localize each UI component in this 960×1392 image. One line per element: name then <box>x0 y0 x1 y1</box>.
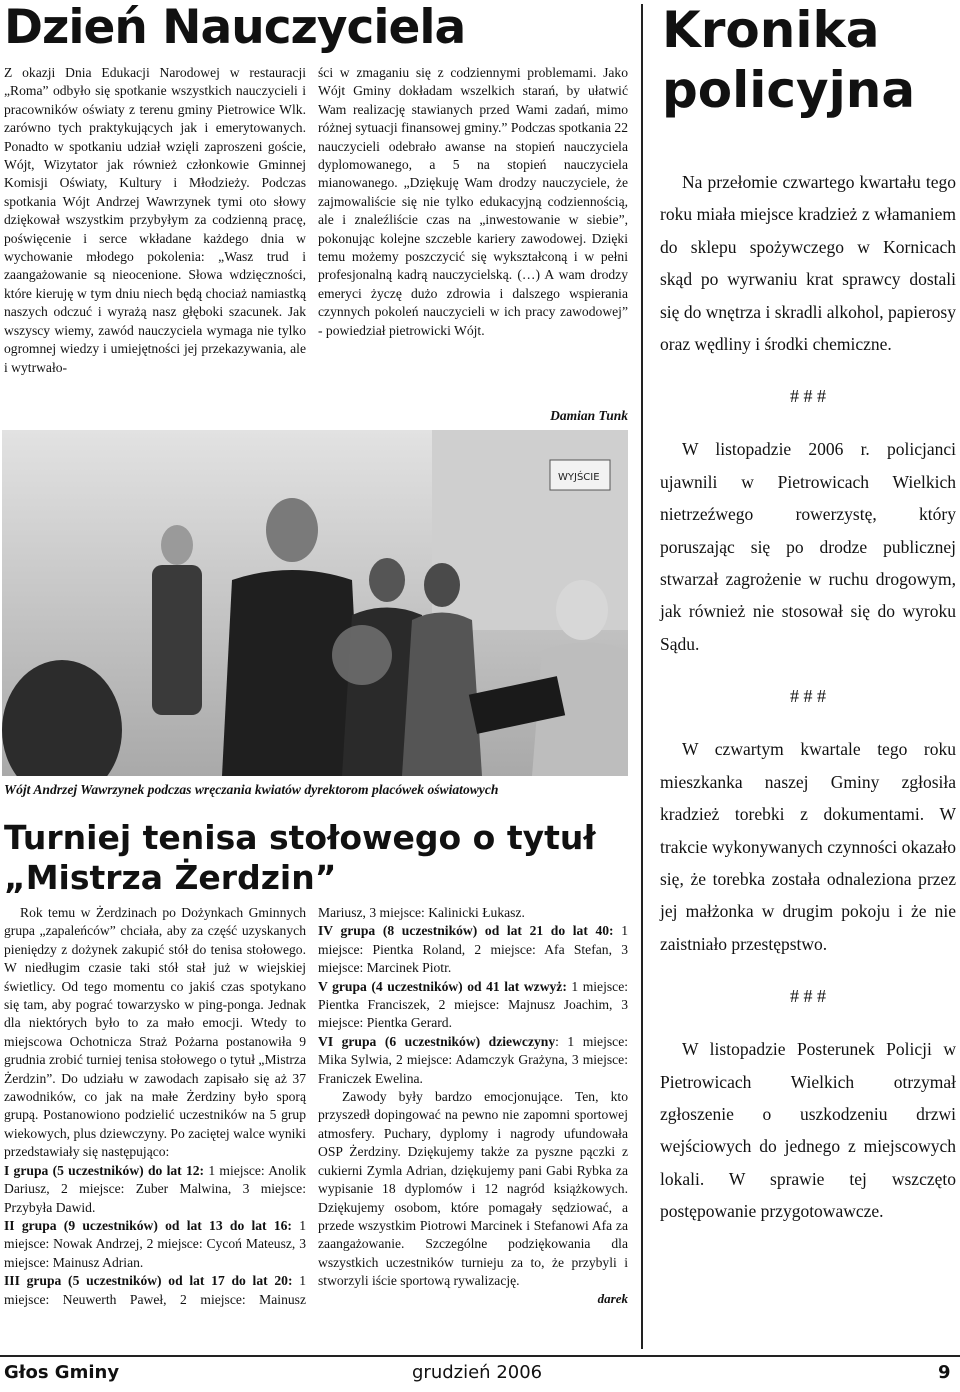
group-1-result <box>4 1162 306 1217</box>
kronika-item-4: W listopadzie Posterunek Policji w Pietrowicach Wielkich otrzymał zgłoszenie o uszkodzeniu drzwi wejściowych do jednego z miejscowych lokali. W sprawie tej wszczęto postępowanie przygotowawcze. <box>660 1039 956 1222</box>
tournament-intro: Rok temu w Żerdzinach po Dożynkach Gminnych grupa „zapaleńców” chciała, aby za część uzyskanych pieniędzy z dożynek zakupić stół do tenisa stołowego. W niedługim czasie taki stół stał już w wiejskiej świetlicy. Od tego momentu co jakiś czas spotykano się tam, aby pograć towarzysko w ping-ponga. Jednak dla niektórych było to za mało emocji. Wtedy to miejscowa Ochotnicza Straż Pożarna postanowiła 9 grudnia zrobić turniej tenisa stołowego o tytuł „Mistrza Żerdzin”. Do udziału w zawodach zapisało się aż 37 zawodników, co jak na małe Żerdziny było sporą grupą. Postanowiono podzielić uczestników na 5 grup wiekowych, plus dziewczyny. Po zaciętej walce wyniki przedstawiały się następująco: <box>4 905 306 1160</box>
group-3-text: 1 miejsce: Neuwerth Paweł, 2 miejsce: Mainusz <box>4 1273 306 1307</box>
ceremony-photo-illustration <box>2 430 628 776</box>
group-4-result <box>318 922 628 977</box>
group-2-result <box>4 1217 306 1272</box>
group-6-result <box>318 1033 628 1088</box>
kronika-column <box>660 166 956 1228</box>
tournament-title-line-1: Turniej tenisa stołowego o tytuł <box>4 818 596 857</box>
tournament-author: darek <box>597 1290 628 1306</box>
exit-sign-text: WYJŚCIE <box>558 472 600 483</box>
group-6-heading: VI grupa (6 uczestników) dziewczyny <box>318 1033 556 1049</box>
kronika-title-line-2: policyjna <box>662 61 916 119</box>
footer-rule <box>0 1355 960 1357</box>
column-separator <box>641 4 643 1349</box>
photo-caption: Wójt Andrzej Wawrzynek podczas wręczania kwiatów dyrektorom placówek oświatowych <box>4 782 499 797</box>
article-column-1: Z okazji Dnia Edukacji Narodowej w restauracji „Roma” odbyło się spotkanie wszystkich nauczycieli i pracowników oświaty z terenu gminy Pietrowice Wlk. zarówno tych praktykujących jak i emerytowanych. Ponadto w spotkaniu udział wzięli zaproszeni goście, Wójt, Wizytator jak również członkowie Gminnej Komisji Oświaty, Kultury i Młodzieży. Podczas spotkania Wójt Andrzej Wawrzynek tymi oto słowy dziękował wszystkim przybyłym za codzienną pracę, poświęcenie i serce wkładane każdego dnia w wychowanie młodego pokolenia: „Wasz trud i zaangażowanie są nieocenione. Słowa wdzięczności, które kieruję w tym dniu niech będą chociaż namiastką naszych odczuć i wyrażą nasz głęboki szacunek. Jak wszyscy wiemy, zawód nauczyciela wymaga nie tylko ogromnej wiedzy i umiejętności jej przekazywania, ale i wytrwało- <box>4 65 306 375</box>
group-1-text: 1 miejsce: Anolik Dariusz, 2 miejsce: Zuber Malwina, 3 miejsce: Przybyła Dawid. <box>4 1162 306 1215</box>
group-4-heading: IV grupa (8 uczestników) od lat 21 do lat 40: <box>318 923 614 939</box>
tournament-column-2 <box>318 904 628 1307</box>
group-3-heading: III grupa (5 uczestników) od lat 17 do lat 20: <box>4 1273 293 1289</box>
kronika-title-line-1: Kronika <box>662 1 880 59</box>
kronika-separator-1: # # # <box>790 386 826 407</box>
group-5-text: 1 miejsce: Pientka Franciszek, 2 miejsce: Majnusz Joachim, 3 miejsce: Pientka Gerard. <box>318 978 629 1031</box>
kronika-item-3: W czwartym kwartale tego roku mieszkanka naszej Gminy zgłosiła kradzież torebki z dokumentami. W trakcie wykonywanych czynności okazało się, że torebka została odnaleziona przez jej małżonka w drugim pokoju i że nie zaistniało przestępstwo. <box>660 739 956 954</box>
article-author: Damian Tunk <box>550 408 628 423</box>
tournament-title-line-2: „Mistrza Żerdzin” <box>4 858 337 897</box>
ceremony-photo <box>2 430 628 776</box>
kronika-separator-2: # # # <box>790 686 826 707</box>
group-2-text: 1 miejsce: Nowak Andrzej, 2 miejsce: Cycoń Mateusz, 3 miejsce: Mainusz Adrian. <box>4 1217 306 1270</box>
group-2-heading: II grupa (9 uczestników) od lat 13 do lat 16: <box>4 1217 292 1233</box>
group-4-text: 1 miejsce: Pientka Roland, 2 miejsce: Afa Stefan, 3 miejsce: Marcinek Piotr. <box>318 923 628 976</box>
footer-publication: Głos Gminy <box>4 1362 120 1383</box>
tournament-closing: Zawody były bardzo emocjonujące. Ten, kto przyszedł dopingować na pewno nie zapomni sportowej atmosfery. Puchary, dyplomy i nagrody ufundowała OSP Żerdziny. Dziękujemy także za pyszne pączki z cukierni Zymla Adrian, dziękujemy pani Gabi Rybka za wypisanie 18 dyplomów i 12 nagród książkowych. Dziękujemy osobom, które pomagały sędziować, a przede wszystkim Piotrowi Marcinek i Stefanowi Afa za zaangażowanie. Szczególne podziękowania dla wszystkich uczestników turnieju za to, że przybyli i stworzyli iście sportową rywalizację. <box>318 1089 628 1289</box>
article-column-2: ści w zmaganiu się z codziennymi problemami. Jako Wójt Gminy dokładam wszelkich starań, by ułatwić Wam realizację stawianych przed Wami zadań, mimo różnej sytuacji finansowej gminy.” Podczas spotkania 22 nauczycieli odebrało awanse na stopień nauczyciela dyplomowanego, a 5 na stopień nauczyciela mianowanego. „Dziękuję Wam drodzy nauczyciele, że zajmowaliście się nie tylko edukacyjną codziennością, ale i znaleźliście czas na „inwestowanie w siebie”, pokonując kolejne szczeble kariery zawodowej. Dzięki temu możemy poszczycić się wykształconą i w pełni profesjonalną kadrą nauczycielską. (…) A wam drodzy emeryci życzę dużo zdrowia i dalszego wspierania czynnych pokoleń nauczycieli w ich pracy zawodowej” - powiedział pietrowicki Wójt. <box>318 65 628 338</box>
footer-page-number: 9 <box>938 1362 951 1383</box>
group-5-result <box>318 978 628 1033</box>
kronika-item-2: W listopadzie 2006 r. policjanci ujawnili w Pietrowicach Wielkich nietrzeźwego rowerzystę, który poruszając się po drodze publicznej stwarzał zagrożenie w ruchu drogowym, jak również nie stosował się do wyroku Sądu. <box>660 439 956 654</box>
kronika-separator-3: # # # <box>790 986 826 1007</box>
group-3-result <box>4 1272 306 1309</box>
group-3-continued: Mariusz, 3 miejsce: Kalinicki Łukasz. <box>318 905 525 920</box>
kronika-item-1: Na przełomie czwartego kwartału tego roku miała miejsce kradzież z włamaniem do sklepu spożywczego w Kornicach skąd po wyrwaniu krat sprawcy dostali się do wnętrza i skradli alkohol, papierosy oraz wędliny i środki chemiczne. <box>660 172 956 355</box>
group-1-heading: I grupa (5 uczestników) do lat 12: <box>4 1162 205 1178</box>
article-title: Dzień Nauczyciela <box>4 0 466 55</box>
group-6-text: : 1 miejsce: Mika Sylwia, 2 miejsce: Adamczyk Grażyna, 3 miejsce: Franiczek Ewelina. <box>318 1033 629 1086</box>
tournament-column-1 <box>4 904 306 1309</box>
footer-date: grudzień 2006 <box>412 1362 543 1383</box>
group-5-heading: V grupa (4 uczestników) od 41 lat wzwyż: <box>318 978 567 994</box>
